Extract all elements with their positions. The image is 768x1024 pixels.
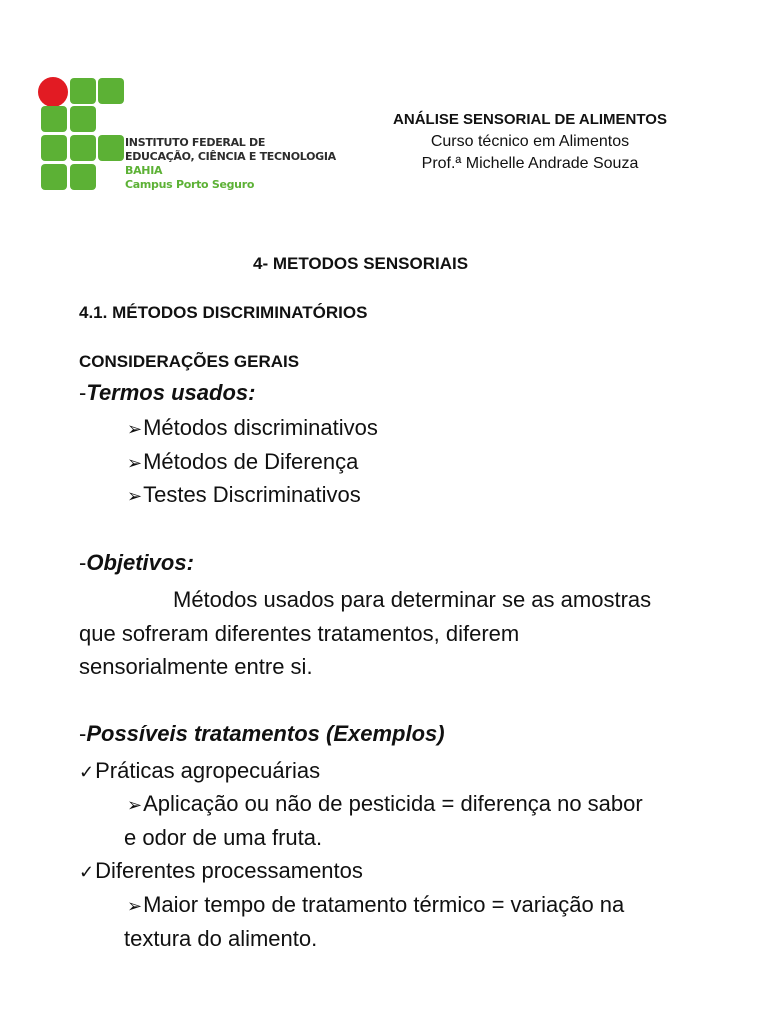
list-item	[127, 482, 361, 508]
list-item-text: Diferentes processamentos	[95, 858, 363, 883]
logo-square	[98, 78, 124, 104]
arrow-bullet-icon: ➢	[127, 486, 143, 506]
dash: -	[79, 550, 87, 575]
paragraph-line: e odor de uma fruta.	[124, 825, 323, 850]
document-header	[352, 109, 708, 175]
objetivos-heading	[79, 550, 194, 576]
tratamentos-heading	[79, 721, 445, 747]
logo-square	[70, 78, 96, 104]
logo-square	[70, 164, 96, 190]
course-title: ANÁLISE SENSORIAL DE ALIMENTOS	[393, 111, 667, 128]
logo-red-circle	[38, 77, 68, 107]
logo-square	[70, 106, 96, 132]
check-bullet-icon: ✓	[79, 862, 95, 882]
arrow-bullet-icon: ➢	[127, 453, 143, 473]
arrow-bullet-icon: ➢	[127, 419, 143, 439]
logo-square	[41, 164, 67, 190]
list-item-text: Práticas agropecuárias	[95, 758, 321, 783]
termos-label: Termos usados:	[86, 380, 256, 405]
list-item	[127, 892, 624, 918]
objetivos-label: Objetivos:	[86, 550, 194, 575]
tratamentos-label: Possíveis tratamentos (Exemplos)	[86, 721, 445, 746]
logo-line: BAHIA	[125, 164, 163, 177]
list-item-text: Métodos discriminativos	[143, 415, 378, 440]
logo-line: INSTITUTO FEDERAL DE	[125, 136, 266, 149]
paragraph-line: sensorialmente entre si.	[79, 654, 313, 679]
course-name: Curso técnico em Alimentos	[430, 133, 630, 150]
arrow-bullet-icon: ➢	[127, 795, 143, 815]
subsection-title: 4.1. MÉTODOS DISCRIMINATÓRIOS	[79, 303, 368, 322]
logo-line: Campus Porto Seguro	[125, 178, 255, 191]
list-item	[79, 858, 363, 884]
arrow-bullet-icon: ➢	[127, 896, 143, 916]
general-considerations-heading: CONSIDERAÇÕES GERAIS	[79, 352, 300, 371]
list-item	[127, 415, 378, 441]
list-item	[127, 791, 643, 817]
paragraph-line: que sofreram diferentes tratamentos, diferem	[79, 621, 520, 646]
list-item	[127, 449, 358, 475]
termos-heading	[79, 380, 255, 406]
logo-square	[98, 135, 124, 161]
institution-logo	[38, 78, 338, 198]
list-item-text: Testes Discriminativos	[143, 482, 361, 507]
dash: -	[79, 721, 87, 746]
paragraph-line: textura do alimento.	[124, 926, 318, 951]
list-item-text: Métodos de Diferença	[143, 449, 359, 474]
logo-text	[125, 136, 336, 192]
chapter-title: 4- METODOS SENSORIAIS	[253, 254, 469, 273]
list-item	[79, 758, 320, 784]
logo-square	[41, 135, 67, 161]
logo-line: EDUCAÇÃO, CIÊNCIA E TECNOLOGIA	[125, 150, 336, 163]
logo-square	[70, 135, 96, 161]
professor-name: Prof.ª Michelle Andrade Souza	[421, 155, 639, 172]
check-bullet-icon: ✓	[79, 762, 95, 782]
dash: -	[79, 380, 87, 405]
list-item-text: Maior tempo de tratamento térmico = variação na	[143, 892, 625, 917]
list-item-text: Aplicação ou não de pesticida = diferença no sabor	[143, 791, 643, 816]
logo-square	[41, 106, 67, 132]
paragraph-line: Métodos usados para determinar se as amostras	[173, 587, 652, 612]
